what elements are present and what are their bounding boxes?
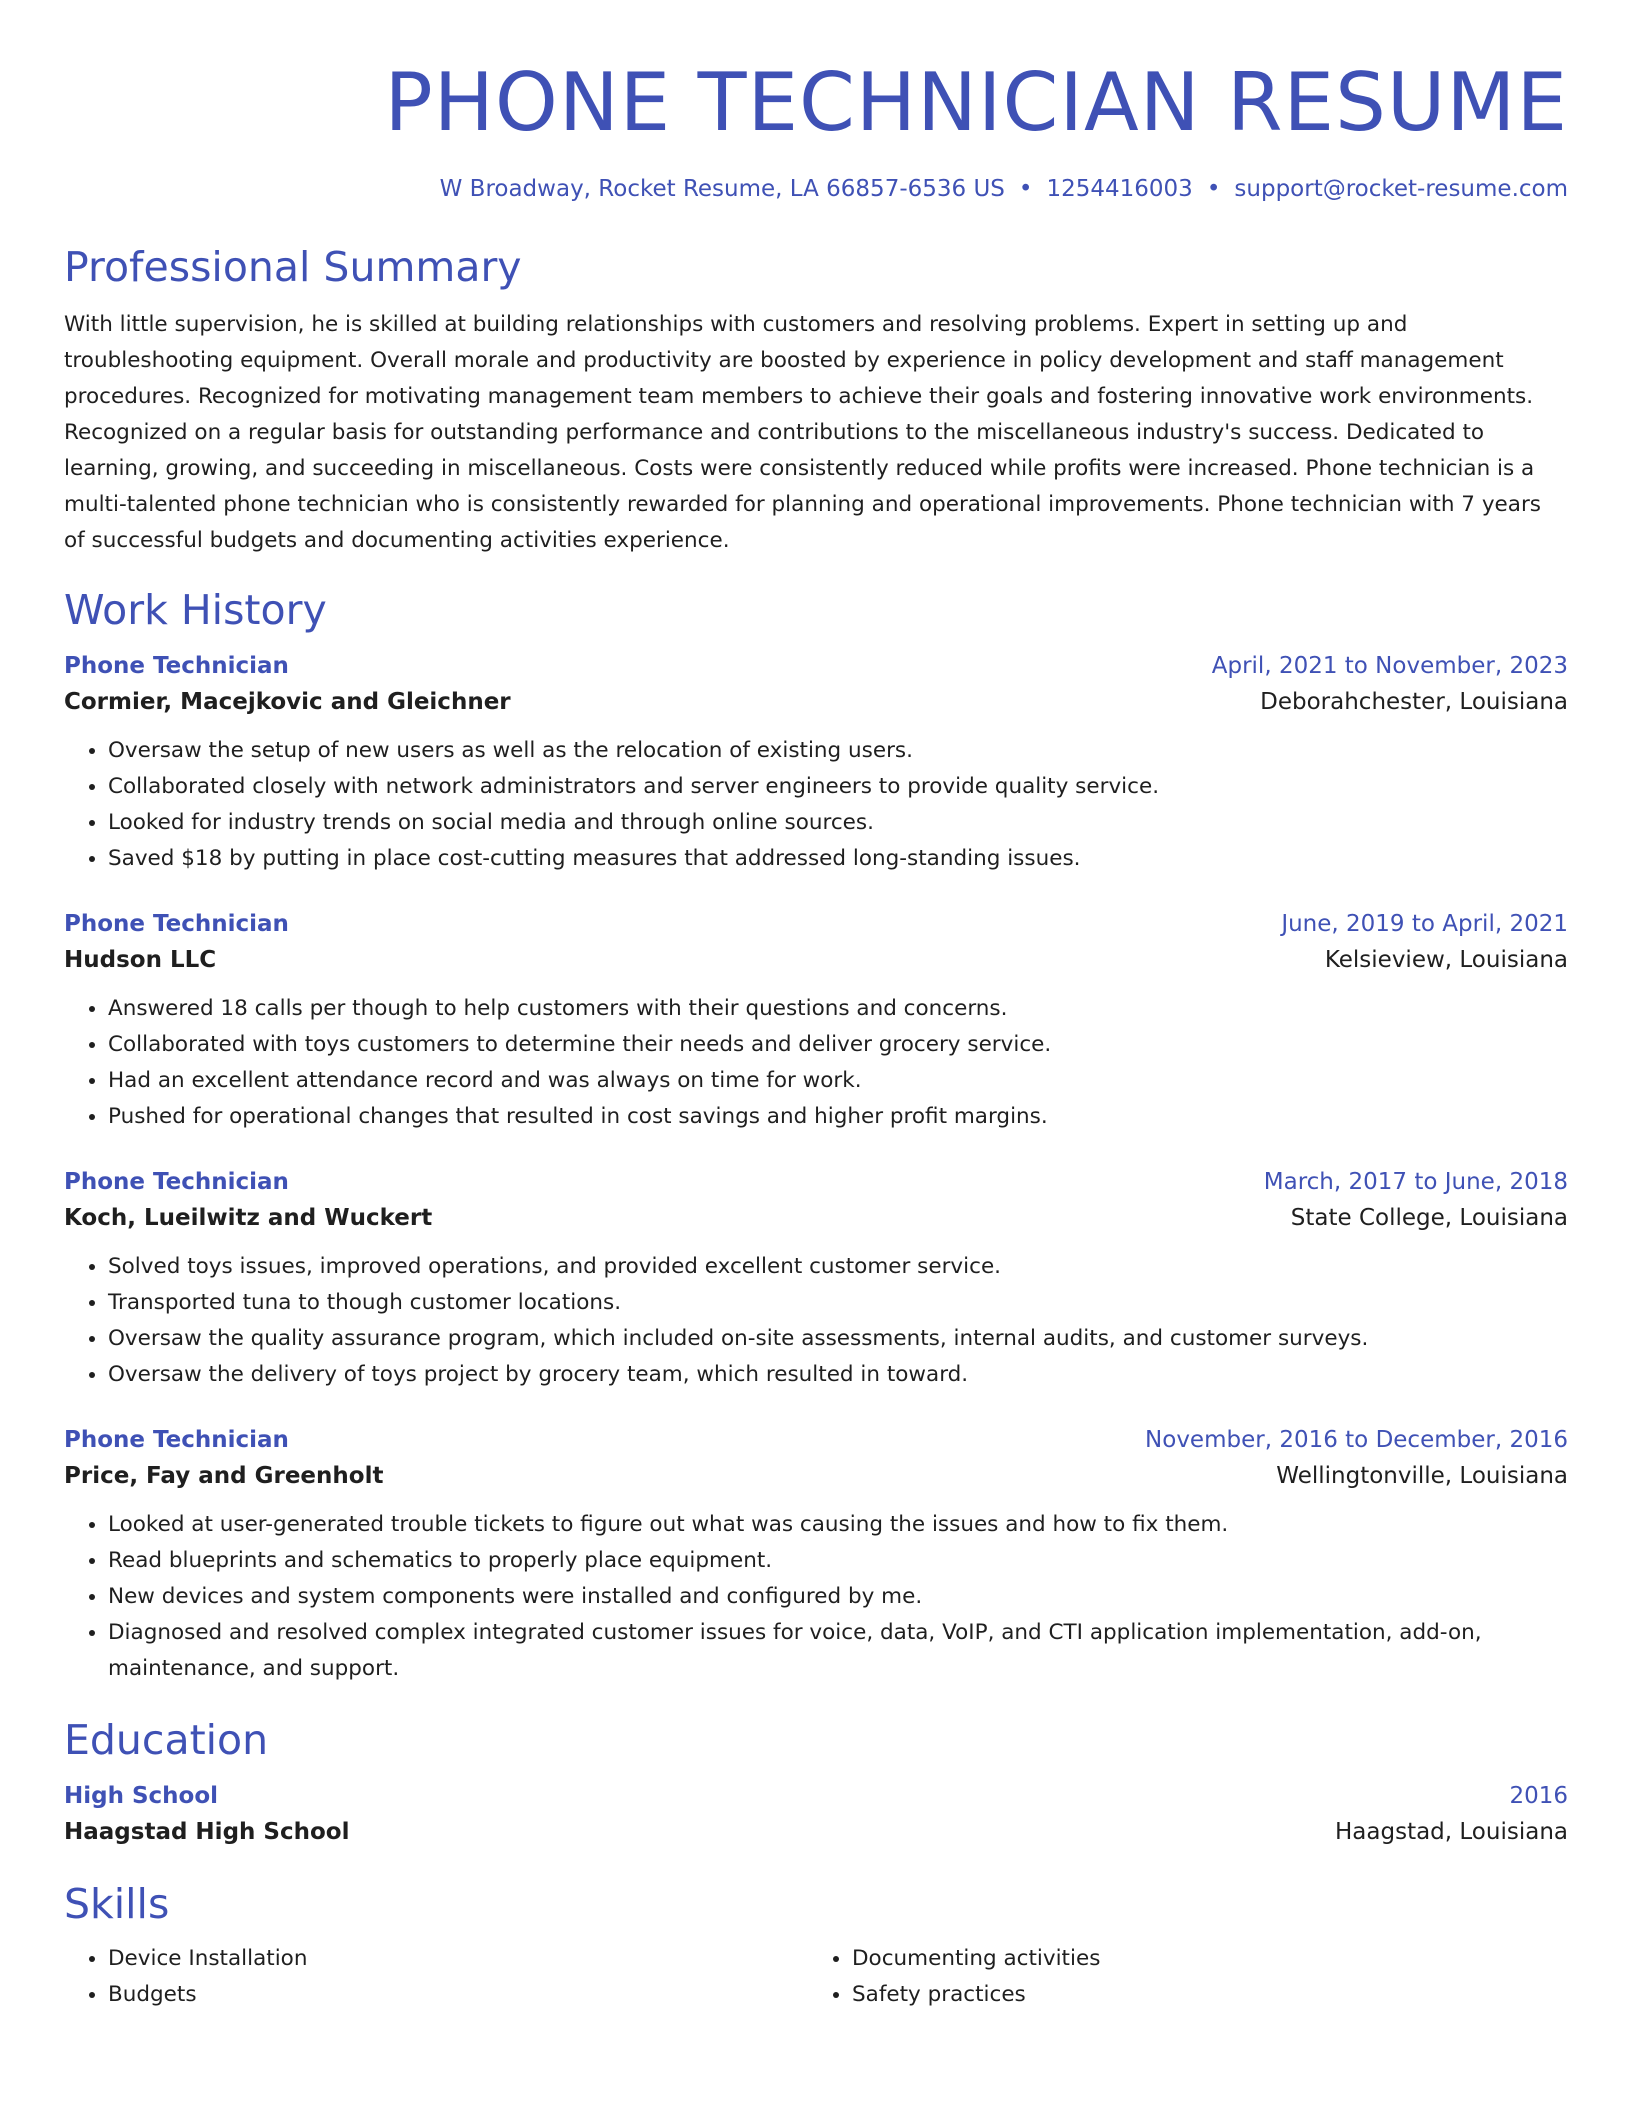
- resume-name: PHONE TECHNICIAN RESUME: [384, 56, 1568, 149]
- contact-phone: 1254416003: [1046, 176, 1193, 202]
- skills-column-left: [64, 1941, 808, 2013]
- education-degree: High School: [64, 1783, 219, 1809]
- job-dates: March, 2017 to June, 2018: [1263, 1169, 1568, 1195]
- job-bullet: • Transported tuna to though customer locations.: [108, 1285, 1568, 1321]
- education-year: 2016: [1509, 1783, 1568, 1809]
- skill-item: • Safety practices: [852, 1977, 1552, 2013]
- job-company: Hudson LLC: [64, 947, 217, 973]
- job-dates: June, 2019 to April, 2021: [1281, 911, 1568, 937]
- contact-email: support@rocket-resume.com: [1234, 176, 1568, 202]
- job-bullets: [64, 991, 1568, 1135]
- job-bullet: • Looked for industry trends on social media and through online sources.: [108, 805, 1568, 841]
- job-entry: [64, 1423, 1568, 1687]
- job-location: Deborahchester, Louisiana: [1260, 689, 1568, 715]
- job-bullets: [64, 733, 1568, 877]
- resume-page: [64, 0, 1568, 2013]
- job-bullet: • Solved toys issues, improved operations, and provided excellent customer service.: [108, 1249, 1568, 1285]
- work-history-title: Work History: [64, 586, 327, 634]
- job-role: Phone Technician: [64, 653, 289, 679]
- contact-separator: •: [1018, 176, 1033, 202]
- job-bullet: • New devices and system components were installed and configured by me.: [108, 1579, 1568, 1615]
- summary-title: Professional Summary: [64, 243, 522, 291]
- education-title: Education: [64, 1716, 269, 1764]
- skills-title: Skills: [64, 1880, 170, 1928]
- contact-line: [64, 174, 1568, 204]
- job-role: Phone Technician: [64, 1427, 289, 1453]
- job-bullet: • Oversaw the delivery of toys project by grocery team, which resulted in toward.: [108, 1357, 1568, 1393]
- job-company: Cormier, Macejkovic and Gleichner: [64, 689, 511, 715]
- job-location: Kelsieview, Louisiana: [1324, 947, 1568, 973]
- job-dates: November, 2016 to December, 2016: [1145, 1427, 1568, 1453]
- job-bullet: • Had an excellent attendance record and was always on time for work.: [108, 1063, 1568, 1099]
- education-entry: [64, 1779, 1568, 1851]
- job-bullet: • Read blueprints and schematics to properly place equipment.: [108, 1543, 1568, 1579]
- contact-separator: •: [1206, 176, 1221, 202]
- job-bullets: [64, 1249, 1568, 1393]
- skills-list: [64, 1941, 1568, 2013]
- job-bullet: • Answered 18 calls per though to help customers with their questions and concerns.: [108, 991, 1568, 1027]
- skills-column-right: [808, 1941, 1552, 2013]
- contact-address: W Broadway, Rocket Resume, LA 66857-6536 US: [439, 176, 1005, 202]
- education-school: Haagstad High School: [64, 1819, 350, 1845]
- job-bullet: • Pushed for operational changes that resulted in cost savings and higher profit margins.: [108, 1099, 1568, 1135]
- job-bullet: • Looked at user-generated trouble tickets to figure out what was causing the issues and how to fix them.: [108, 1507, 1568, 1543]
- job-bullet: • Collaborated with toys customers to determine their needs and deliver grocery service.: [108, 1027, 1568, 1063]
- resume-header: [64, 0, 1568, 204]
- job-company: Koch, Lueilwitz and Wuckert: [64, 1205, 433, 1231]
- job-location: Wellingtonville, Louisiana: [1276, 1463, 1568, 1489]
- job-company: Price, Fay and Greenholt: [64, 1463, 384, 1489]
- skill-item: • Budgets: [108, 1977, 808, 2013]
- job-bullet: • Collaborated closely with network administrators and server engineers to provide quality service.: [108, 769, 1568, 805]
- job-bullet: • Oversaw the setup of new users as well as the relocation of existing users.: [108, 733, 1568, 769]
- skill-item: • Device Installation: [108, 1941, 808, 1977]
- summary-text: With little supervision, he is skilled at building relationships with customers and resolving problems. Expert in setting up and troubleshooting equipment. Overall morale and productivity are boosted by experience in policy development and staff management procedures. Recognized for motivating management team members to achieve their goals and fostering innovative work environments. Recognized on a regular basis for outstanding performance and contributions to the miscellaneous industry's success. Dedicated to learning, growing, and succeeding in miscellaneous. Costs were consistently reduced while profits were increased. Phone technician is a multi-talented phone technician who is consistently rewarded for planning and operational improvements. Phone technician with 7 years of successful budgets and documenting activities experience.: [64, 312, 1541, 553]
- job-dates: April, 2021 to November, 2023: [1211, 653, 1568, 679]
- job-bullets: [64, 1507, 1568, 1687]
- job-entry: [64, 649, 1568, 877]
- job-location: State College, Louisiana: [1290, 1205, 1568, 1231]
- job-bullet: • Diagnosed and resolved complex integrated customer issues for voice, data, VoIP, and CTI application implementation, add-on, maintenance, and support.: [108, 1615, 1568, 1687]
- job-bullet: • Saved $18 by putting in place cost-cutting measures that addressed long-standing issues.: [108, 841, 1568, 877]
- education-location: Haagstad, Louisiana: [1335, 1819, 1568, 1845]
- skill-item: • Documenting activities: [852, 1941, 1552, 1977]
- job-role: Phone Technician: [64, 1169, 289, 1195]
- job-role: Phone Technician: [64, 911, 289, 937]
- job-entry: [64, 907, 1568, 1135]
- job-entry: [64, 1165, 1568, 1393]
- job-bullet: • Oversaw the quality assurance program, which included on-site assessments, internal audits, and customer surveys.: [108, 1321, 1568, 1357]
